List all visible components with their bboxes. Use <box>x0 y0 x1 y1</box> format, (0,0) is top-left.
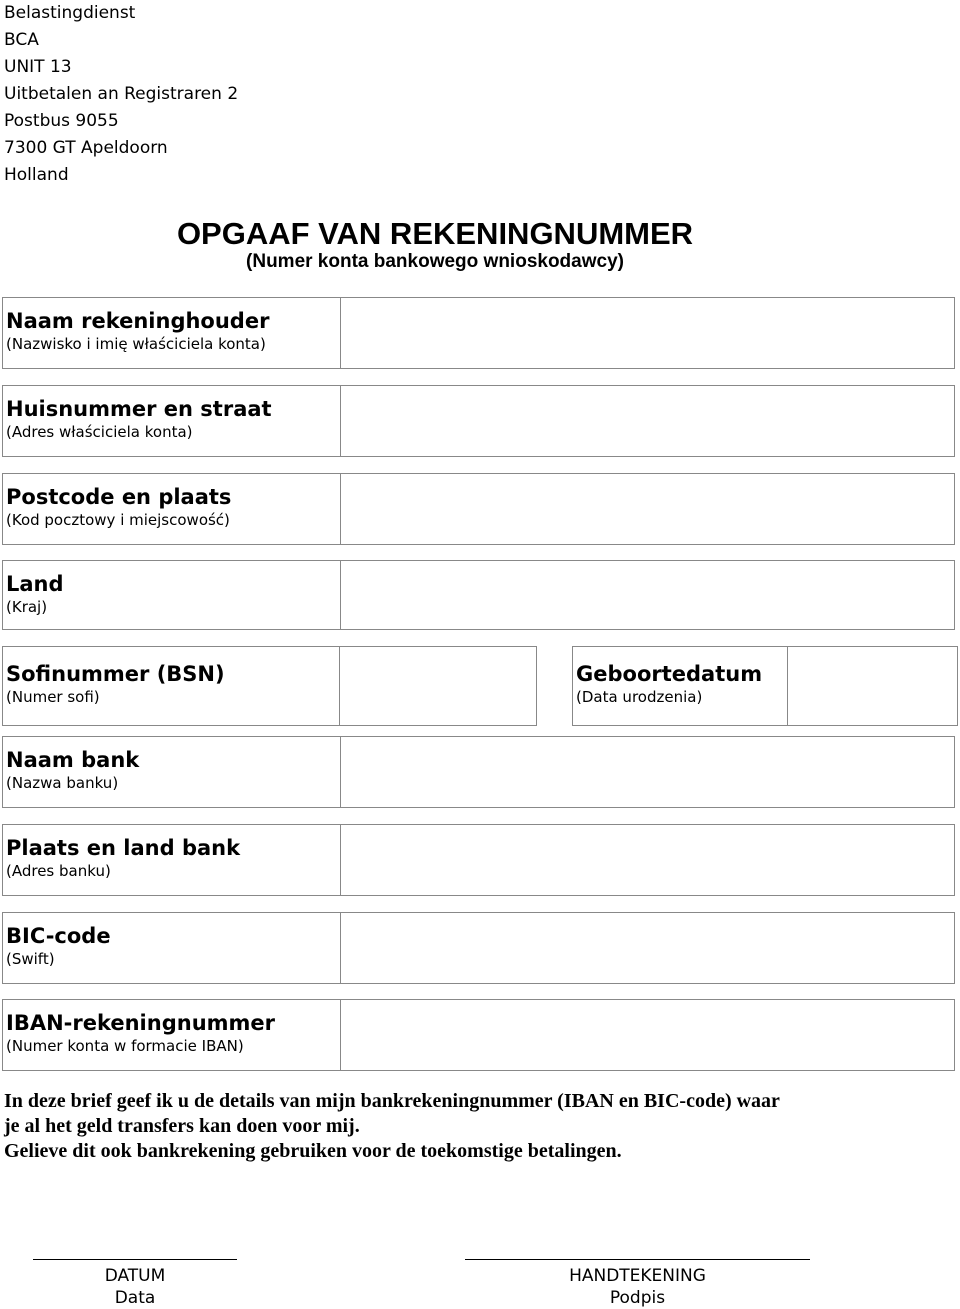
field-label: Plaats en land bank <box>6 836 241 860</box>
date-signature-block <box>33 1259 237 1309</box>
sofi-field[interactable] <box>339 646 537 726</box>
street-row <box>2 385 955 457</box>
postcode-row <box>2 473 955 545</box>
country-row <box>2 560 955 630</box>
field-sublabel: (Adres banku) <box>6 862 111 880</box>
field-label: BIC-code <box>6 924 111 948</box>
field-sublabel: (Nazwisko i imię właściciela konta) <box>6 335 266 353</box>
bank-place-label-cell <box>3 825 341 895</box>
field-sublabel: (Numer konta w formacie IBAN) <box>6 1037 244 1055</box>
address-line: Holland <box>4 165 69 185</box>
date-label: DATUM <box>104 1266 166 1286</box>
bank-name-field[interactable] <box>341 737 954 807</box>
field-sublabel: (Numer sofi) <box>6 688 100 706</box>
field-label: Sofinummer (BSN) <box>6 662 225 686</box>
account-holder-field[interactable] <box>341 298 954 368</box>
bic-label-cell <box>3 913 341 983</box>
bank-place-row <box>2 824 955 896</box>
field-sublabel: (Kraj) <box>6 598 48 616</box>
country-field[interactable] <box>341 561 954 629</box>
bic-row <box>2 912 955 984</box>
field-sublabel: (Swift) <box>6 950 55 968</box>
form-subtitle: (Numer konta bankowego wnioskodawcy) <box>246 251 624 272</box>
bic-field[interactable] <box>341 913 954 983</box>
statement-line: Gelieve dit ook bankrekening gebruiken voor de toekomstige betalingen. <box>4 1140 622 1162</box>
account-holder-row <box>2 297 955 369</box>
date-line[interactable] <box>33 1259 237 1260</box>
statement-line: je al het geld transfers kan doen voor mij. <box>4 1115 360 1137</box>
recipient-address <box>4 0 238 189</box>
street-field[interactable] <box>341 386 954 456</box>
signature-label: HANDTEKENING <box>569 1266 706 1286</box>
form-title: OPGAAF VAN REKENINGNUMMER <box>176 216 694 251</box>
field-label: Naam bank <box>6 748 140 772</box>
bank-place-field[interactable] <box>341 825 954 895</box>
iban-label-cell <box>3 1000 341 1070</box>
birthdate-field[interactable] <box>787 646 958 726</box>
field-label: IBAN-rekeningnummer <box>6 1011 276 1035</box>
address-line: 7300 GT Apeldoorn <box>4 138 168 158</box>
statement-line: In deze brief geef ik u de details van mijn bankrekeningnummer (IBAN en BIC-code) waar <box>4 1090 780 1112</box>
field-sublabel: (Adres właściciela konta) <box>6 423 193 441</box>
field-sublabel: (Data urodzenia) <box>576 688 703 706</box>
iban-row <box>2 999 955 1071</box>
postcode-label-cell <box>3 474 341 544</box>
field-label: Postcode en plaats <box>6 485 232 509</box>
statement-text <box>4 1089 904 1164</box>
address-line: UNIT 13 <box>4 57 72 77</box>
iban-field[interactable] <box>341 1000 954 1070</box>
address-line: BCA <box>4 30 39 50</box>
bank-name-label-cell <box>3 737 341 807</box>
field-sublabel: (Kod pocztowy i miejscowość) <box>6 511 230 529</box>
postcode-field[interactable] <box>341 474 954 544</box>
account-holder-label-cell <box>3 298 341 368</box>
street-label-cell <box>3 386 341 456</box>
birthdate-label-cell <box>572 646 788 726</box>
field-label: Naam rekeninghouder <box>6 309 270 333</box>
bank-name-row <box>2 736 955 808</box>
handtekening-signature-block <box>465 1259 810 1309</box>
field-label: Huisnummer en straat <box>6 397 272 421</box>
sofi-label-cell <box>2 646 340 726</box>
field-label: Geboortedatum <box>576 662 763 686</box>
address-line: Postbus 9055 <box>4 111 119 131</box>
country-label-cell <box>3 561 341 629</box>
date-sublabel: Data <box>114 1288 156 1308</box>
address-line: Uitbetalen an Registraren 2 <box>4 84 239 104</box>
address-line: Belastingdienst <box>4 3 136 23</box>
field-sublabel: (Nazwa banku) <box>6 774 119 792</box>
field-label: Land <box>6 572 64 596</box>
signature-line[interactable] <box>465 1259 810 1260</box>
signature-sublabel: Podpis <box>609 1288 666 1308</box>
